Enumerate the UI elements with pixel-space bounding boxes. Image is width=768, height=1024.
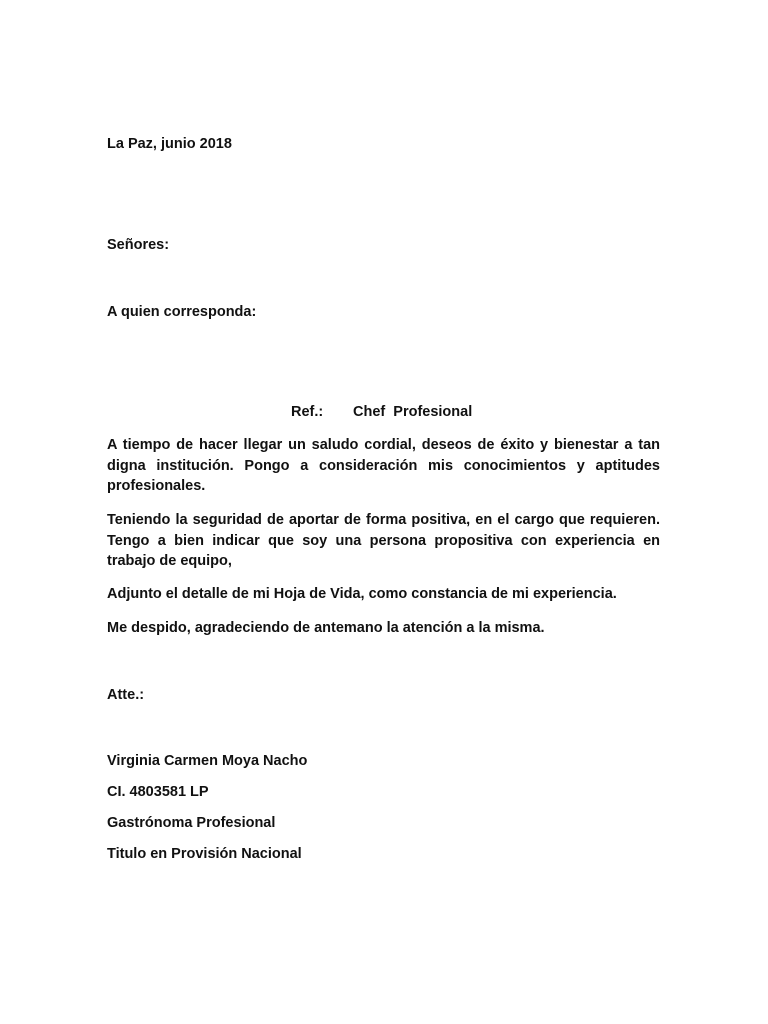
paragraph-greeting: A tiempo de hacer llegar un saludo cordial, deseos de éxito y bienestar a tan digna institución. Pongo a consideración mis conocimientos y aptitudes profesionales. [107,437,660,494]
reference-label: Ref.: [291,404,324,420]
reference-value: Chef Profesional [353,404,473,420]
closing: Atte.: [107,687,145,703]
salutation-senores: Señores: [107,237,170,253]
signature-name: Virginia Carmen Moya Nacho [107,753,308,769]
signature-credential: Titulo en Provisión Nacional [107,846,302,862]
signature-id: CI. 4803581 LP [107,784,209,800]
salutation-a-quien-corresponda: A quien corresponda: [107,304,257,320]
signature-title: Gastrónoma Profesional [107,815,276,831]
letter-date: La Paz, junio 2018 [107,136,232,152]
paragraph-attachment: Adjunto el detalle de mi Hoja de Vida, como constancia de mi experiencia. [107,586,617,602]
paragraph-contribution: Teniendo la seguridad de aportar de forma positiva, en el cargo que requieren. Tengo a bien indicar que soy una persona propositiva con experiencia en trabajo de equipo, [107,512,660,569]
paragraph-farewell: Me despido, agradeciendo de antemano la atención a la misma. [107,620,545,636]
reference-line [291,402,472,422]
